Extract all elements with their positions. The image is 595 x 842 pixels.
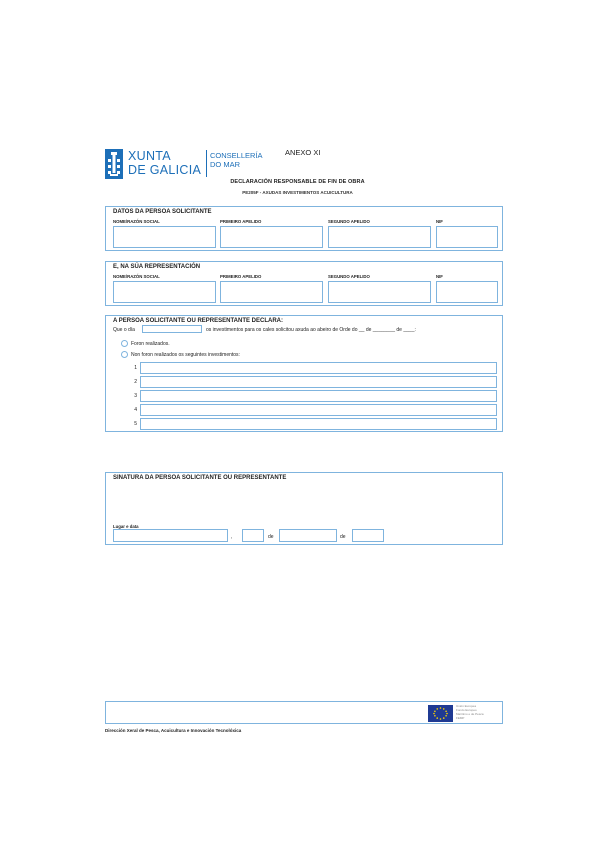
applicant-section-title: DATOS DA PERSOA SOLICITANTE — [113, 209, 212, 215]
investment-row-number: 3 — [134, 393, 137, 399]
representative-surname2-field[interactable] — [328, 281, 431, 303]
applicant-section — [105, 206, 503, 251]
representative-name-field[interactable] — [113, 281, 216, 303]
representative-nif-label: NIF — [436, 274, 443, 279]
investment-row-2-field[interactable] — [140, 376, 497, 388]
month-field[interactable] — [279, 529, 337, 542]
investment-row-3-field[interactable] — [140, 390, 497, 402]
anexo-label: ANEXO XI — [285, 148, 321, 157]
applicant-nif-label: NIF — [436, 219, 443, 224]
option-realized-radio[interactable] — [121, 340, 128, 347]
eu-text-line-1: Unión Europea — [456, 704, 477, 708]
consellaria-line-1: CONSELLERÍA — [210, 151, 263, 160]
representative-surname2-label: SEGUNDO APELIDO — [328, 274, 370, 279]
document-subtitle: PE205F - AXUDAS INVESTIMENTOS ACUICULTURA — [242, 190, 353, 195]
representative-name-label: NOME/RAZÓN SOCIAL — [113, 274, 160, 279]
day-field[interactable] — [242, 529, 264, 542]
declaration-section — [105, 315, 503, 432]
eu-text-line-4: FEMP — [456, 716, 465, 720]
logo-line-1: XUNTA — [128, 149, 171, 163]
applicant-surname2-label: SEGUNDO APELIDO — [328, 219, 370, 224]
investment-row-5-field[interactable] — [140, 418, 497, 430]
place-field[interactable] — [113, 529, 228, 542]
place-date-label: Lugar e data — [113, 524, 139, 529]
xunta-logo — [105, 149, 275, 179]
applicant-surname1-label: PRIMEIRO APELIDO — [220, 219, 262, 224]
comma-separator: , — [231, 534, 233, 540]
document-title: DECLARACIÓN RESPONSABLE DE FIN DE OBRA — [230, 179, 365, 185]
representative-section — [105, 261, 503, 306]
eu-text-line-3: Marítimo e de Pesca — [456, 712, 484, 716]
que-o-dia-label: Que o día — [113, 327, 135, 333]
eu-text-line-2: Fondo Europeo — [456, 708, 477, 712]
applicant-surname2-field[interactable] — [328, 226, 431, 248]
de-label-2: de — [340, 534, 346, 540]
footer-box — [105, 701, 503, 724]
applicant-surname1-field[interactable] — [220, 226, 323, 248]
year-field[interactable] — [352, 529, 384, 542]
investment-row-1-field[interactable] — [140, 362, 497, 374]
eu-flag-icon — [428, 705, 453, 722]
investment-row-number: 1 — [134, 365, 137, 371]
date-field[interactable] — [142, 325, 202, 333]
department-footer: Dirección Xeral de Pesca, Acuicultura e Innovación Tecnolóxica — [105, 728, 242, 733]
declaration-sentence: os investimentos para os cales solicitou axuda ao abeiro de Orde do __ de ________ de ____: — [206, 327, 416, 333]
de-label-1: de — [268, 534, 274, 540]
investment-row-4-field[interactable] — [140, 404, 497, 416]
option-not-realized-radio[interactable] — [121, 351, 128, 358]
option-not-realized-label: Non foron realizados os seguintes investimentos: — [131, 352, 240, 358]
representative-nif-field[interactable] — [436, 281, 498, 303]
signature-section — [105, 472, 503, 545]
representative-section-title: E, NA SÚA REPRESENTACIÓN — [113, 264, 201, 270]
applicant-name-label: NOME/RAZÓN SOCIAL — [113, 219, 160, 224]
consellaria-line-2: DO MAR — [210, 160, 240, 169]
declaration-section-title: A PERSOA SOLICITANTE OU REPRESENTANTE DECLARA: — [113, 318, 284, 324]
representative-surname1-label: PRIMEIRO APELIDO — [220, 274, 262, 279]
logo-line-2: DE GALICIA — [128, 163, 202, 177]
investment-row-number: 2 — [134, 379, 137, 385]
signature-section-title: SINATURA DA PERSOA SOLICITANTE OU REPRESENTANTE — [113, 475, 287, 481]
galicia-emblem-icon — [105, 149, 123, 179]
investment-row-number: 5 — [134, 421, 137, 427]
logo-divider — [206, 150, 207, 177]
representative-surname1-field[interactable] — [220, 281, 323, 303]
applicant-name-field[interactable] — [113, 226, 216, 248]
applicant-nif-field[interactable] — [436, 226, 498, 248]
option-realized-label: Foron realizados. — [131, 341, 170, 347]
investment-row-number: 4 — [134, 407, 137, 413]
